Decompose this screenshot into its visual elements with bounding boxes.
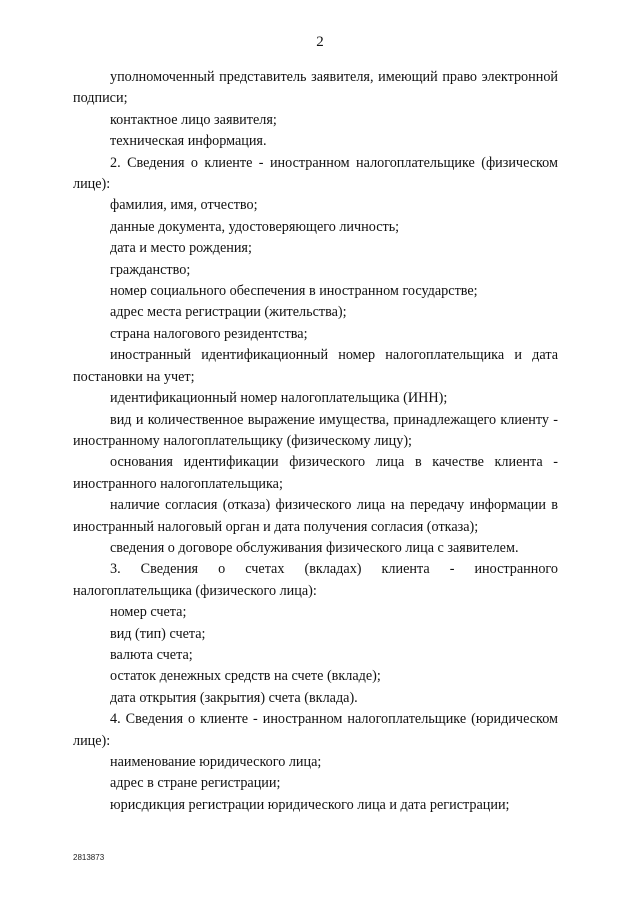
paragraph: контактное лицо заявителя; bbox=[110, 111, 277, 128]
paragraph: данные документа, удостоверяющего личность; bbox=[110, 218, 400, 235]
paragraph: вид и количественное выражение имущества, принадлежащего клиенту - иностранному налогоплательщику (физическому лицу); bbox=[73, 411, 558, 449]
paragraph: страна налогового резидентства; bbox=[110, 325, 308, 342]
paragraph: гражданство; bbox=[110, 261, 191, 278]
paragraph: остаток денежных средств на счете (вкладе); bbox=[110, 668, 381, 685]
page-number: 2 bbox=[316, 34, 324, 50]
paragraph: валюта счета; bbox=[110, 646, 193, 663]
document-body bbox=[73, 67, 558, 816]
paragraph: сведения о договоре обслуживания физического лица с заявителем. bbox=[110, 539, 519, 556]
document-code: 2813873 bbox=[73, 853, 105, 862]
paragraph: наименование юридического лица; bbox=[110, 754, 322, 770]
paragraph: техническая информация. bbox=[110, 133, 267, 150]
paragraph: идентификационный номер налогоплательщика (ИНН); bbox=[110, 390, 448, 407]
paragraph: юрисдикция регистрации юридического лица и дата регистрации; bbox=[110, 796, 510, 813]
paragraph: уполномоченный представитель заявителя, имеющий право электронной подписи; bbox=[73, 69, 558, 107]
paragraph: основания идентификации физического лица в качестве клиента - иностранного налогоплательщика; bbox=[73, 454, 558, 492]
paragraph: вид (тип) счета; bbox=[110, 625, 206, 642]
paragraph: дата открытия (закрытия) счета (вклада). bbox=[110, 689, 358, 706]
section-heading: 3. Сведения о счетах (вкладах) клиента - иностранного налогоплательщика (физического лица): bbox=[73, 561, 558, 599]
paragraph: иностранный идентификационный номер налогоплательщика и дата постановки на учет; bbox=[73, 347, 558, 385]
section-heading: 4. Сведения о клиенте - иностранном налогоплательщике (юридическом лице): bbox=[73, 711, 558, 749]
paragraph: номер счета; bbox=[110, 604, 187, 621]
paragraph: номер социального обеспечения в иностранном государстве; bbox=[110, 283, 478, 300]
paragraph: адрес места регистрации (жительства); bbox=[110, 304, 347, 321]
paragraph: дата и место рождения; bbox=[110, 240, 252, 257]
paragraph: наличие согласия (отказа) физического лица на передачу информации в иностранный налоговый орган и дата получения согласия (отказа); bbox=[73, 497, 558, 535]
paragraph: адрес в стране регистрации; bbox=[110, 775, 281, 792]
section-heading: 2. Сведения о клиенте - иностранном налогоплательщике (физическом лице): bbox=[73, 154, 558, 193]
paragraph: фамилия, имя, отчество; bbox=[110, 197, 258, 214]
